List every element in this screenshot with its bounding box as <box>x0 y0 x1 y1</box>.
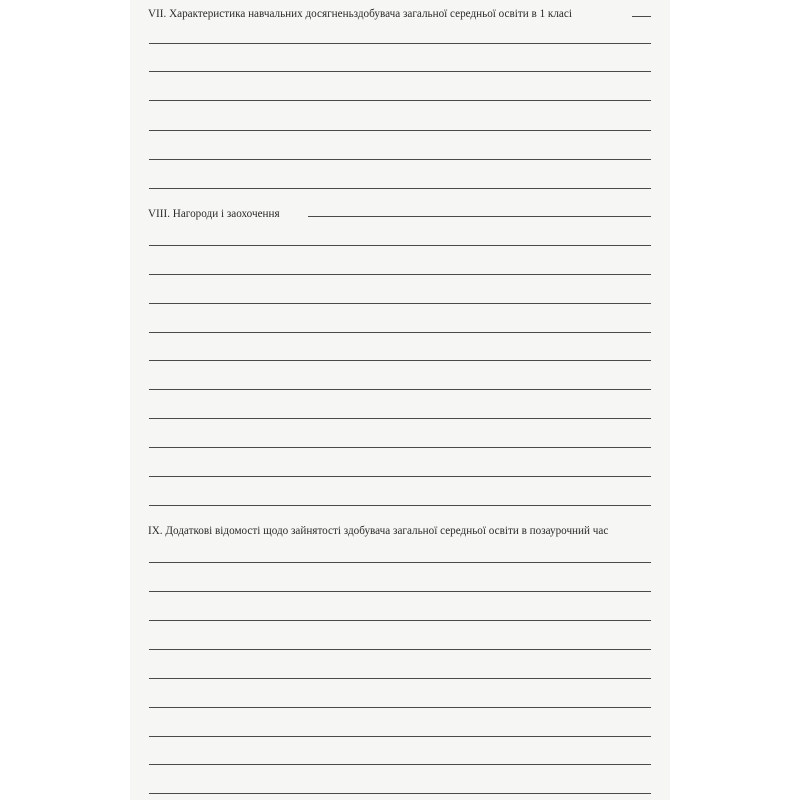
writing-line <box>149 43 651 44</box>
writing-line <box>149 360 651 361</box>
writing-line <box>149 447 651 448</box>
writing-line <box>149 591 651 592</box>
section-viii-heading: VIII. Нагороди і заохочення <box>148 206 280 220</box>
writing-line <box>149 649 651 650</box>
writing-line <box>149 71 651 72</box>
writing-line <box>149 274 651 275</box>
writing-line <box>149 303 651 304</box>
writing-line <box>149 245 651 246</box>
writing-line <box>149 764 651 765</box>
section-viii-heading-underline <box>308 216 651 217</box>
writing-line <box>149 389 651 390</box>
writing-line <box>149 332 651 333</box>
writing-line <box>149 100 651 101</box>
writing-line <box>149 620 651 621</box>
section-vii-heading: VII. Характеристика навчальних досягненьздобувача загальної середньої освіти в 1 класі <box>148 6 572 20</box>
writing-line <box>149 418 651 419</box>
document-page <box>130 0 670 800</box>
writing-line <box>149 793 651 794</box>
writing-line <box>149 707 651 708</box>
writing-line <box>149 736 651 737</box>
writing-line <box>149 505 651 506</box>
writing-line <box>149 562 651 563</box>
writing-line <box>149 476 651 477</box>
section-ix-heading: IX. Додаткові відомості щодо зайнятості здобувача загальної середньої освіти в позаурочний час <box>148 523 609 537</box>
writing-line <box>149 130 651 131</box>
writing-line <box>149 188 651 189</box>
writing-line <box>149 678 651 679</box>
section-vii-heading-underline <box>632 16 651 17</box>
writing-line <box>149 159 651 160</box>
